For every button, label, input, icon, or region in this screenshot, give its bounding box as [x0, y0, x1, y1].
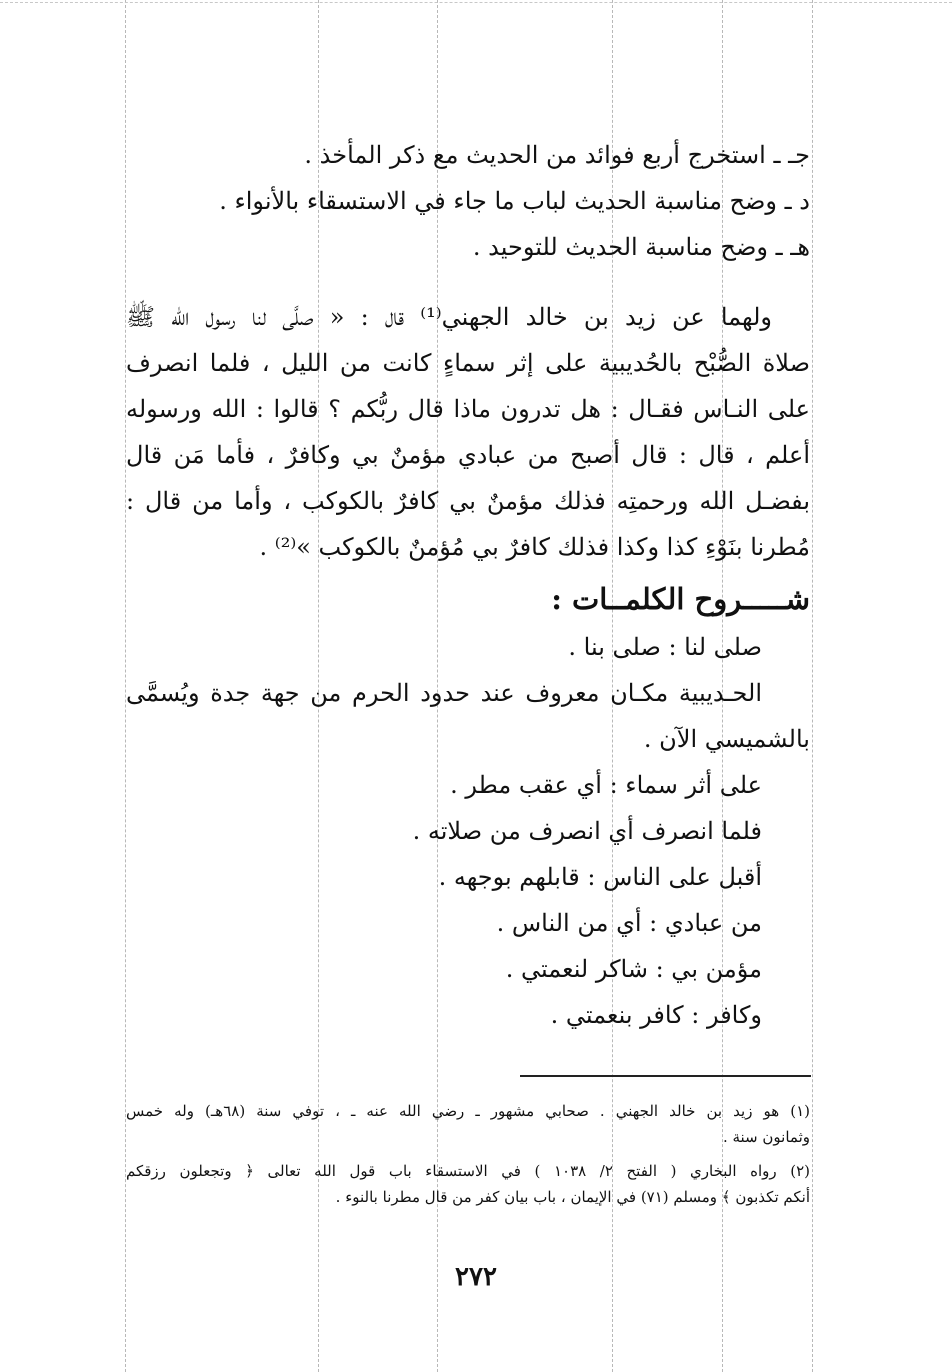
question-item: هـ ـ وضح مناسبة الحديث للتوحيد .	[472, 233, 810, 261]
footnote-line: أنكم تكذبون ﴾ ومسلم (٧١) في الإيمان ، باب بيان كفر من قال مطرنا بالنوء .	[335, 1188, 810, 1206]
definition-item: مؤمن بي : شاكر لنعمتي .	[505, 955, 762, 983]
hadith-line: أعلم ، قال : قال أصبح من عبادي مؤمنٌ بي وكافرٌ ، فأما مَن قال	[126, 441, 810, 469]
question-item: جـ ـ استخرج أربع فوائد من الحديث مع ذكر المأخذ .	[304, 141, 810, 169]
hadith-line: صلاة الصُّبْح بالحُديبية على إثر سماءٍ كانت من الليل ، فلما انصرف	[126, 349, 810, 377]
definition-item: فلما انصرف أي انصرف من صلاته .	[412, 817, 762, 845]
definition-item: صلى لنا : صلى بنا .	[568, 633, 762, 661]
footnote-separator	[520, 1075, 811, 1077]
hadith-line: مُطرنا بنَوْءِ كذا وكذا فذلك كافرٌ بي مُؤمنٌ بالكوكب »⁽²⁾ .	[259, 533, 810, 561]
definition-item: على أثر سماء : أي عقب مطر .	[450, 771, 762, 799]
footnote-line: (١) هو زيد بن خالد الجهني . صحابي مشهور ـ رضي الله عنه ـ ، توفي سنة (٦٨هـ) وله خمس	[126, 1102, 810, 1120]
hadith-paragraph	[126, 294, 810, 570]
definitions-list	[126, 624, 810, 1038]
definition-item: من عبادي : أي من الناس .	[496, 909, 762, 937]
footnotes	[126, 1098, 810, 1218]
definition-item: أقبل على الناس : قابلهم بوجهه .	[438, 863, 762, 891]
definition-line: الحـديبية مكـان معروف عند حدود الحرم من جهة جدة ويُسمَّى	[126, 679, 762, 707]
footnote-line: (٢) رواه البخاري ( الفتح ٢/ ١٠٣٨ ) في الاستسقاء باب قول الله تعالى ﴿ وتجعلون رزقكم	[126, 1162, 810, 1180]
guide-line	[0, 2, 952, 3]
section-title: شـــــروح الكلمــات :	[551, 582, 810, 616]
page-body	[126, 132, 810, 1038]
questions-list	[126, 132, 810, 270]
definition-item	[126, 670, 810, 762]
hadith-line: بفضـل الله ورحمتِه فذلك مؤمنٌ بي كافرٌ بالكوكب ، وأما من قال :	[126, 487, 810, 515]
definition-item: وكافر : كافر بنعمتي .	[550, 1001, 762, 1029]
question-item: د ـ وضح مناسبة الحديث لباب ما جاء في الاستسقاء بالأنواء .	[219, 187, 810, 215]
footnote-1	[126, 1098, 810, 1150]
footnote-2	[126, 1158, 810, 1210]
guide-line	[812, 0, 813, 1372]
hadith-line: ولهما عن زيد بن خالد الجهني⁽¹⁾ قال : « صلَّى لنا رسول الله ﷺ	[126, 303, 772, 331]
definition-line: بالشميسي الآن .	[643, 725, 810, 753]
footnote-line: وثمانون سنة .	[722, 1128, 810, 1146]
page-number: ٢٧٢	[455, 1262, 497, 1292]
hadith-line: على النـاس فقـال : هل تدرون ماذا قال ربُّكم ؟ قالوا : الله ورسوله	[126, 395, 810, 423]
